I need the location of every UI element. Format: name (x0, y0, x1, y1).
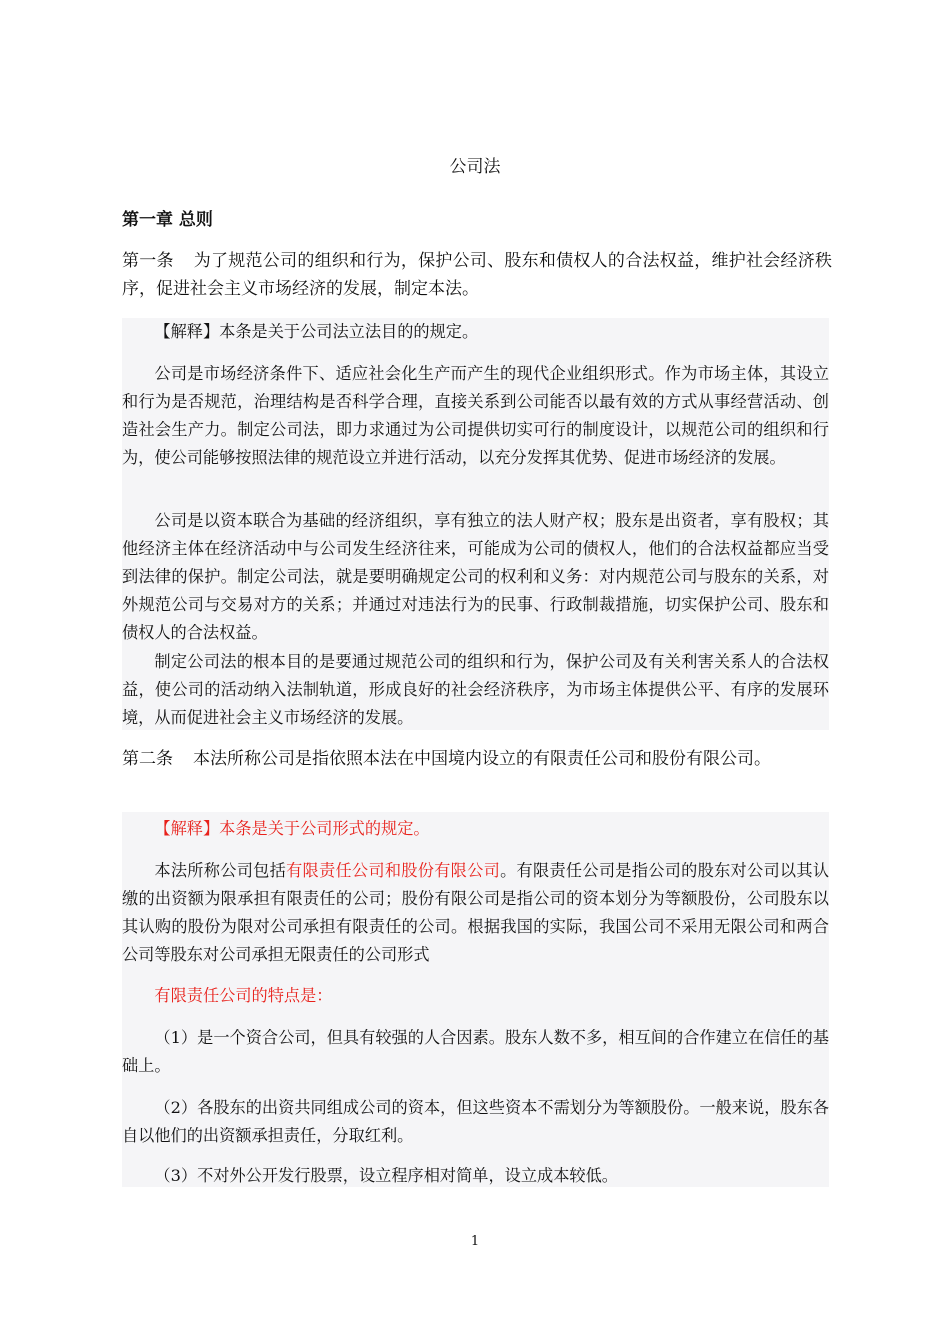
feature-3: （3）不对外公开发行股票，设立程序相对简单，设立成本较低。 (154, 1166, 618, 1185)
explanation-2-highlight: 有限责任公司和股份有限公司 (286, 861, 501, 880)
article-2-number: 第二条 (122, 749, 173, 769)
article-1-text: 为了规范公司的组织和行为，保护公司、股东和债权人的合法权益，维护社会经济秩序，促进社会主义市场经济的发展，制定本法。 (122, 251, 833, 299)
article-1 (122, 247, 832, 303)
features-heading: 有限责任公司的特点是： (154, 986, 333, 1005)
article-2-text: 本法所称公司是指依照本法在中国境内设立的有限责任公司和股份有限公司。 (193, 749, 771, 769)
chapter-heading: 第一章 总则 (122, 210, 213, 230)
document-title: 公司法 (449, 157, 501, 177)
explanation-2-text-b: 。有限责任公司是指公司的股东对公司以其认缴的出资额为限承担有限责任的公司；股份有限公司是指公司的资本划分为等额股份，公司股东以其认购的股份为限对公司承担有限责任的公司。根据我国的实际，我国公司不采用无限公司和两合公司等股东对公司承担无限责任的公司形式 (122, 861, 830, 964)
article-2 (122, 745, 832, 773)
article-1-number: 第一条 (122, 251, 174, 271)
explanation-1-paragraph-2: 公司是以资本联合为基础的经济组织，享有独立的法人财产权；股东是出资者，享有股权；其他经济主体在经济活动中与公司发生经济往来，可能成为公司的债权人，他们的合法权益都应当受到法律的保护。制定公司法，就是要明确规定公司的权利和义务：对内规范公司与股东的关系，对外规范公司与交易对方的关系；并通过对违法行为的民事、行政制裁措施，切实保护公司、股东和债权人的合法权益。 (122, 511, 829, 642)
explanation-2-heading: 【解释】本条是关于公司形式的规定。 (154, 819, 430, 838)
feature-2: （2）各股东的出资共同组成公司的资本，但这些资本不需划分为等额股份。一般来说，股东各自以他们的出资额承担责任，分取红利。 (122, 1098, 829, 1145)
page-number: 1 (470, 1234, 480, 1249)
explanation-1-paragraph-1: 公司是市场经济条件下、适应社会化生产而产生的现代企业组织形式。作为市场主体，其设立和行为是否规范，治理结构是否科学合理，直接关系到公司能否以最有效的方式从事经营活动、创造社会生产力。制定公司法，即力求通过为公司提供切实可行的制度设计，以规范公司的组织和行为，使公司能够按照法律的规范设立并进行活动，以充分发挥其优势、促进市场经济的发展。 (122, 364, 829, 467)
explanation-2-text-a: 本法所称公司包括 (154, 861, 287, 880)
feature-1: （1）是一个资合公司，但具有较强的人合因素。股东人数不多，相互间的合作建立在信任的基础上。 (122, 1028, 829, 1075)
explanation-2-paragraph-1 (122, 857, 829, 969)
explanation-1-paragraph-3: 制定公司法的根本目的是要通过规范公司的组织和行为，保护公司及有关利害关系人的合法权益，使公司的活动纳入法制轨道，形成良好的社会经济秩序，为市场主体提供公平、有序的发展环境，从而促进社会主义市场经济的发展。 (122, 652, 829, 727)
explanation-1-heading: 【解释】本条是关于公司法立法目的的规定。 (154, 322, 479, 341)
